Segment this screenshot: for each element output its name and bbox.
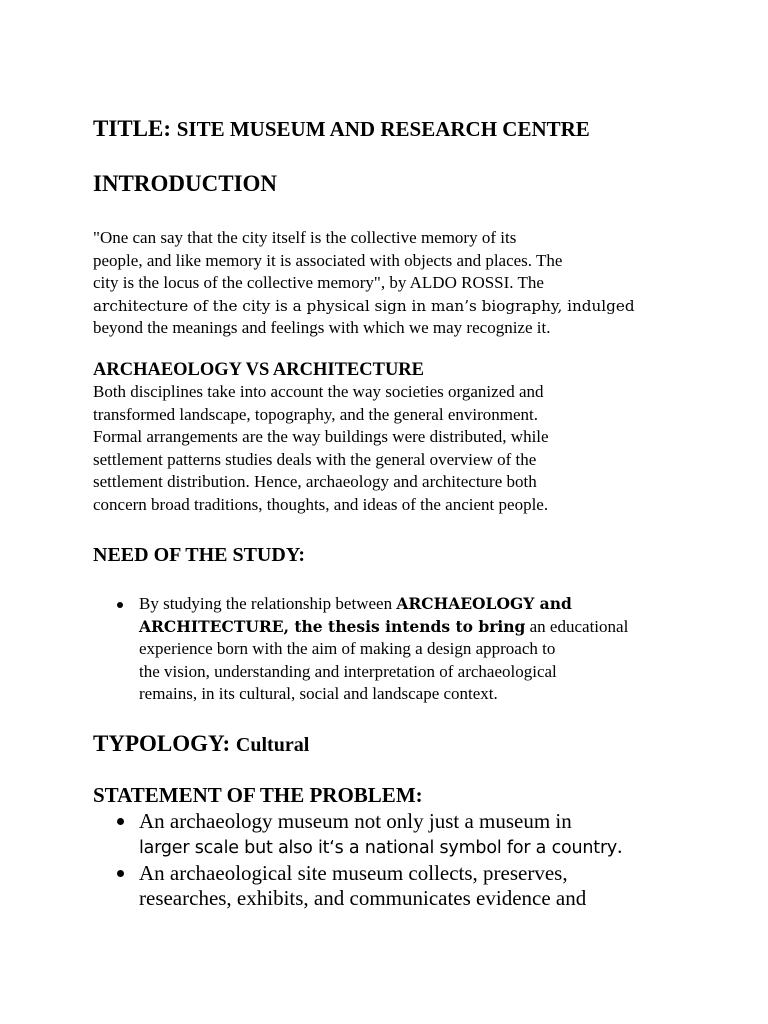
introduction-paragraph <box>93 227 635 340</box>
archaeology-vs-architecture-heading: ARCHAEOLOGY VS ARCHITECTURE <box>93 360 425 380</box>
paragraph-line: Both disciplines take into account the way societies organized and <box>93 382 544 401</box>
paragraph-line: settlement distribution. Hence, archaeology and architecture both <box>93 472 537 491</box>
problem-bullet-1 <box>139 809 622 861</box>
document-title <box>93 115 590 143</box>
introduction-heading: INTRODUCTION <box>93 171 278 196</box>
paragraph-line: transformed landscape, topography, and the general environment. <box>93 404 538 424</box>
bullet-text: experience born with the aim of making a design approach to <box>139 639 556 658</box>
bullet-text-bold: ARCHITECTURE, the thesis intends to bring <box>139 616 526 636</box>
bullet-text: . <box>617 834 623 858</box>
problem-bullet-2 <box>139 861 586 911</box>
typology-value: Cultural <box>235 734 310 756</box>
paragraph-line: people, and like memory it is associated with objects and places. The <box>93 250 563 270</box>
bullet-dot <box>117 602 123 608</box>
paragraph-line: beyond the meanings and feelings with which we may recognize it. <box>93 318 551 337</box>
bullet-text: an educational <box>525 616 629 636</box>
typology-label: TYPOLOGY: <box>93 731 231 756</box>
bullet-text-bold: ARCHAEOLOGY and <box>396 594 572 613</box>
paragraph-line: city is the locus of the collective memory", by ALDO ROSSI. The <box>93 273 544 292</box>
bullet-text: the vision, understanding and interpretation of archaeological <box>139 661 557 681</box>
paragraph-line: settlement patterns studies deals with the general overview of the <box>93 449 537 469</box>
need-of-study-bullet <box>139 593 628 706</box>
paragraph-line: "One can say that the city itself is the collective memory of its <box>93 228 517 247</box>
title-text: SITE MUSEUM AND RESEARCH CENTRE <box>176 117 590 141</box>
bullet-text: An archaeological site museum collects, preserves, <box>139 861 568 885</box>
bullet-dot <box>117 870 124 877</box>
bullet-text: By studying the relationship between <box>139 594 397 613</box>
paragraph-line: concern broad traditions, thoughts, and ideas of the ancient people. <box>93 494 549 514</box>
need-of-study-heading: NEED OF THE STUDY: <box>93 544 306 566</box>
typology-heading <box>93 730 309 759</box>
bullet-text: An archaeology museum not only just a museum in <box>139 809 572 833</box>
bullet-text: remains, in its cultural, social and landscape context. <box>139 684 498 703</box>
paragraph-line: architecture of the city is a physical sign in man’s biography, indulged <box>93 296 635 315</box>
bullet-dot <box>117 818 124 825</box>
title-label: TITLE: <box>93 116 171 141</box>
archaeology-vs-architecture-paragraph <box>93 381 549 516</box>
statement-of-problem-heading: STATEMENT OF THE PROBLEM: <box>93 783 423 807</box>
bullet-text: larger scale but also it‘s a national symbol for a country <box>139 838 618 858</box>
paragraph-line: Formal arrangements are the way buildings were distributed, while <box>93 427 549 446</box>
bullet-text: researches, exhibits, and communicates evidence and <box>139 886 587 910</box>
